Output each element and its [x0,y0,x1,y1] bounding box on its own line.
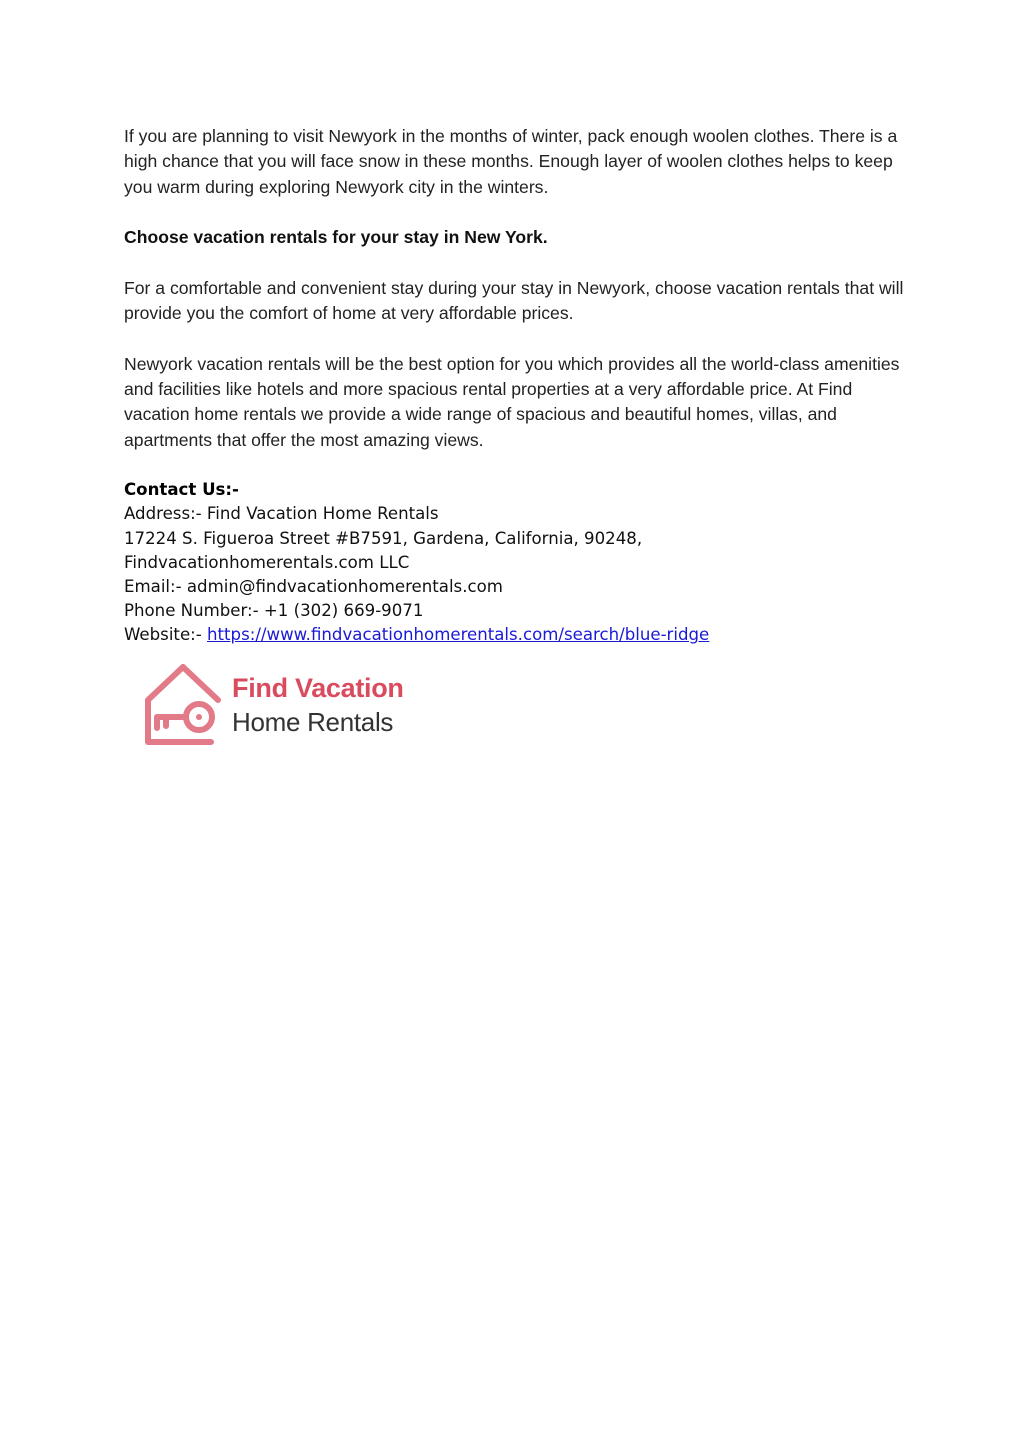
contact-block [124,478,914,647]
contact-address: Address:- Find Vacation Home Rentals [124,504,439,524]
paragraph-winter-clothing: If you are planning to visit Newyork in the months of winter, pack enough woolen clothes. There is a high chance that you will face snow in these months. Enough layer of woolen clothes helps to keep you warm during exploring Newyork city in the winters. [124,126,898,197]
website-link[interactable]: https://www.findvacationhomerentals.com/search/blue-ridge [207,625,710,645]
contact-heading: Contact Us:- [124,480,239,500]
brand-logo [143,662,433,746]
paragraph-comfortable-stay: For a comfortable and convenient stay during your stay in Newyork, choose vacation rentals that will provide you the comfort of home at very affordable prices. [124,277,904,324]
logo-line-2: Home Rentals [232,707,394,737]
contact-phone: Phone Number:- +1 (302) 669-9071 [124,601,424,621]
paragraph-vacation-rentals: Newyork vacation rentals will be the best option for you which provides all the world-class amenities and facilities like hotels and more spacious rental properties at a very affordable price. At Find vacation home rentals we provide a wide range of spacious and beautiful homes, villas, and apartments that offer the most amazing views. [124,353,900,450]
document-content [124,124,914,648]
contact-website [124,623,914,647]
contact-street: 17224 S. Figueroa Street #B7591, Gardena, California, 90248, [124,528,643,548]
logo-line-1: Find Vacation [232,673,404,703]
section-heading: Choose vacation rentals for your stay in New York. [124,227,548,248]
contact-company: Findvacationhomerentals.com LLC [124,552,410,572]
house-key-logo-icon [143,662,223,746]
website-label: Website:- [124,625,208,645]
contact-email: Email:- admin@findvacationhomerentals.com [124,576,503,596]
